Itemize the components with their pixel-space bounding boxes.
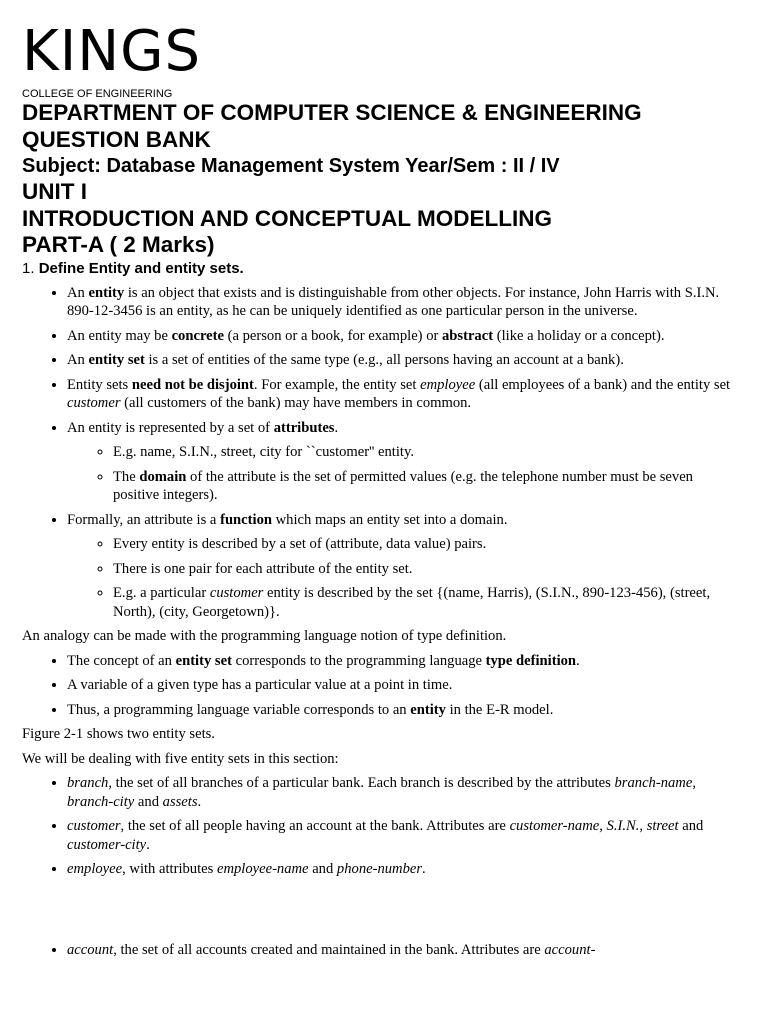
list-item: ◦ Every entity is described by a set of (attribute, data value) pairs. <box>113 535 732 554</box>
list-item: • account, the set of all accounts created and maintained in the bank. Attributes are account- <box>67 941 732 960</box>
list-item: ◦ There is one pair for each attribute of the entity set. <box>113 560 732 579</box>
list-item: • Formally, an attribute is a function which maps an entity set into a domain. ◦ Every entity is described by a set of (attribute, data value) pairs. ◦ There is one pair for each attribute of the entity set. ◦ E.g. a particular customer entity is described by the set {(name, Harris), (S.I.N., 890-123-456), (street, North), (city, Georgetown)}. <box>67 511 732 622</box>
sub-list <box>67 535 732 621</box>
college-logo-text: KINGS <box>22 19 202 84</box>
list-item: • A variable of a given type has a particular value at a point in time. <box>67 676 732 695</box>
college-name: COLLEGE OF ENGINEERING <box>22 88 173 100</box>
list-item: • An entity set is a set of entities of the same type (e.g., all persons having an account at a bank). <box>67 351 732 370</box>
list-item: • Thus, a programming language variable corresponds to an entity in the E-R model. <box>67 701 732 720</box>
list-item: ◦ The domain of the attribute is the set of permitted values (e.g. the telephone number must be seven positive integers). <box>113 468 732 505</box>
subject-heading: Subject: Database Management System Year/Sem : II / IV <box>22 155 560 177</box>
question-1: 1. Define Entity and entity sets. <box>22 259 244 277</box>
list-item: • An entity is represented by a set of attributes. ◦ E.g. name, S.I.N., street, city for ``customer'' entity. ◦ The domain of the attribute is the set of permitted values (e.g. the telephone number must be seven positive integers). <box>67 419 732 505</box>
list-item: • Entity sets need not be disjoint. For example, the entity set employee (all employees of a bank) and the entity set customer (all customers of the bank) may have members in common. <box>67 376 732 413</box>
list-item: • employee, with attributes employee-name and phone-number. <box>67 860 732 879</box>
entity-bullet-list <box>22 284 732 622</box>
five-sets-paragraph: We will be dealing with five entity sets in this section: <box>22 750 339 767</box>
unit-title-heading: INTRODUCTION AND CONCEPTUAL MODELLING <box>22 205 552 231</box>
list-item: ◦ E.g. name, S.I.N., street, city for ``customer'' entity. <box>113 443 732 462</box>
list-item: ◦ E.g. a particular customer entity is described by the set {(name, Harris), (S.I.N., 890-123-456), (street, North), (city, Georgetown)}. <box>113 584 732 621</box>
sub-list <box>67 443 732 505</box>
list-item: • The concept of an entity set corresponds to the programming language type definition. <box>67 652 732 671</box>
list-item: • branch, the set of all branches of a particular bank. Each branch is described by the attributes branch-name, branch-city and assets. <box>67 774 732 811</box>
list-item: • An entity is an object that exists and is distinguishable from other objects. For instance, John Harris with S.I.N. 890-12-3456 is an entity, as he can be uniquely identified as one particular person in the universe. <box>67 284 732 321</box>
analogy-bullet-list <box>22 652 732 720</box>
analogy-paragraph: An analogy can be made with the programming language notion of type definition. <box>22 628 507 644</box>
list-item: • customer, the set of all people having an account at the bank. Attributes are customer-name, S.I.N., street and customer-city. <box>67 817 732 854</box>
page-gap <box>22 885 732 941</box>
department-heading: DEPARTMENT OF COMPUTER SCIENCE & ENGINEERING <box>22 100 642 125</box>
unit-heading: UNIT I <box>22 179 87 204</box>
list-item: • An entity may be concrete (a person or a book, for example) or abstract (like a holiday or a concept). <box>67 327 732 346</box>
doc-type-heading: QUESTION BANK <box>22 126 211 152</box>
figure-paragraph: Figure 2-1 shows two entity sets. <box>22 726 215 742</box>
document-page <box>22 0 732 965</box>
entity-sets-list-continued <box>22 941 732 960</box>
entity-sets-list <box>22 774 732 879</box>
part-heading: PART-A ( 2 Marks) <box>22 232 215 257</box>
